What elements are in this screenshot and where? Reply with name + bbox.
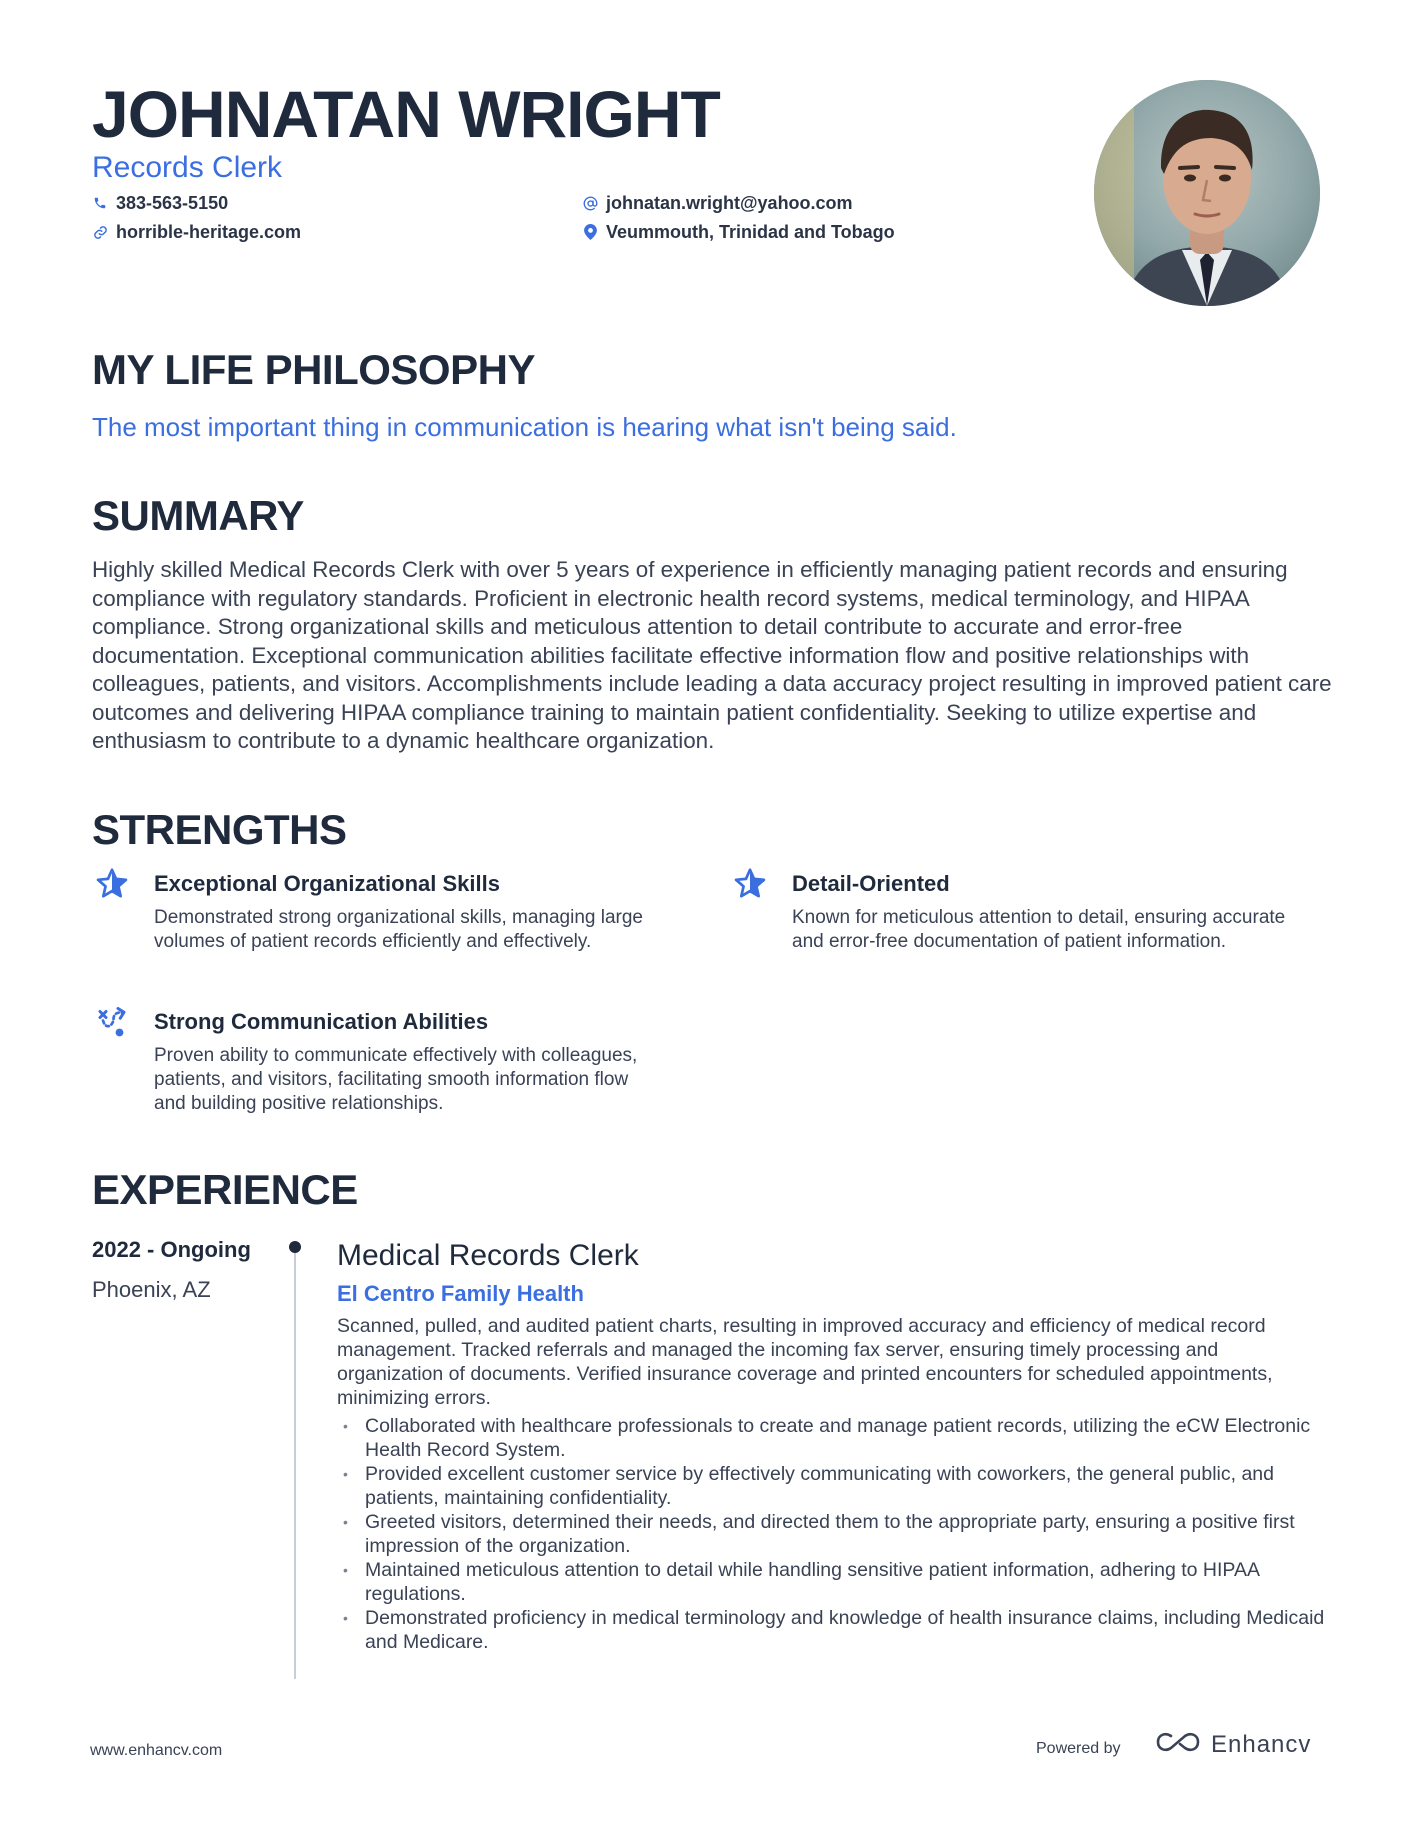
strength-title: Strong Communication Abilities (154, 1009, 489, 1034)
contact-location-text: Veummouth, Trinidad and Tobago (606, 222, 895, 242)
contact-website[interactable] (92, 221, 301, 243)
profile-photo (1094, 80, 1320, 306)
experience-bullet: • Provided excellent customer service by effectively communicating with coworkers, the general public, and patients, maintaining confidentiality. (337, 1462, 1327, 1510)
strength-description: Demonstrated strong organizational skills, managing large volumes of patient records efficiently and effectively. (154, 907, 643, 952)
contact-website-text: horrible-heritage.com (116, 222, 302, 242)
link-icon (92, 224, 108, 240)
philosophy-heading: MY LIFE PHILOSOPHY (92, 346, 535, 393)
experience-bullets (337, 1414, 1327, 1654)
location-pin-icon (582, 224, 598, 240)
experience-description: Scanned, pulled, and audited patient charts, resulting in improved accuracy and efficiency of medical record management. Tracked referrals and managed the incoming fax server, ensuring timely processing and organization of documents. Verified insurance coverage and printed encounters for scheduled appointments, minimizing errors. (337, 1315, 1273, 1409)
strength-description: Known for meticulous attention to detail, ensuring accurate and error-free documentation of patient information. (792, 907, 1286, 952)
experience-bullet: • Maintained meticulous attention to detail while handling sensitive patient information, adhering to HIPAA regulations. (337, 1558, 1327, 1606)
star-icon (732, 866, 768, 902)
experience-heading: EXPERIENCE (92, 1166, 358, 1213)
summary-heading: SUMMARY (92, 492, 304, 539)
enhancv-logo-icon (1155, 1730, 1201, 1759)
path-icon (94, 1004, 130, 1040)
phone-icon (92, 195, 108, 211)
candidate-role: Records Clerk (92, 151, 283, 184)
powered-by-label: Powered by (1036, 1740, 1121, 1757)
contact-phone (92, 192, 228, 214)
strength-title: Exceptional Organizational Skills (154, 871, 500, 896)
summary-text: Highly skilled Medical Records Clerk with over 5 years of experience in efficiently managing patient records and ensuring compliance with regulatory standards. Proficient in electronic health record systems, medical terminology, and HIPAA compliance. Strong organizational skills and meticulous attention to detail contribute to accurate and error-free documentation. Exceptional communication abilities facilitate effective information flow and positive relationships with colleagues, patients, and visitors. Accomplishments include leading a data accuracy project resulting in improved patient care outcomes and delivering HIPAA compliance training to maintain patient confidentiality. Seeking to utilize expertise and enthusiasm to contribute to a dynamic healthcare organization. (92, 557, 1332, 753)
experience-bullet: • Collaborated with healthcare professionals to create and manage patient records, utilizing the eCW Electronic Health Record System. (337, 1414, 1327, 1462)
contact-location (582, 221, 895, 243)
experience-bullet: • Greeted visitors, determined their needs, and directed them to the appropriate party, ensuring a positive first impression of the organization. (337, 1510, 1327, 1558)
enhancv-logo[interactable] (1155, 1730, 1311, 1759)
contact-email[interactable] (582, 192, 853, 214)
footer-url[interactable]: www.enhancv.com (90, 1742, 223, 1759)
timeline-line (294, 1253, 296, 1679)
at-sign-icon (582, 195, 598, 211)
candidate-name: JOHNATAN WRIGHT (92, 77, 720, 151)
timeline-dot (289, 1241, 301, 1253)
philosophy-quote: The most important thing in communication is hearing what isn't being said. (92, 412, 957, 442)
strength-title: Detail-Oriented (792, 871, 950, 896)
enhancv-brand-name: Enhancv (1211, 1730, 1312, 1758)
experience-location: Phoenix, AZ (92, 1277, 211, 1302)
strength-description: Proven ability to communicate effectively with colleagues, patients, and visitors, facilitating smooth information flow and building positive relationships. (154, 1045, 638, 1114)
experience-position: Medical Records Clerk (337, 1239, 639, 1272)
experience-company: El Centro Family Health (337, 1281, 584, 1306)
contact-email-text: johnatan.wright@yahoo.com (606, 193, 853, 213)
contact-phone-text: 383-563-5150 (116, 193, 229, 213)
strengths-heading: STRENGTHS (92, 806, 347, 853)
experience-bullet: • Demonstrated proficiency in medical terminology and knowledge of health insurance claims, including Medicaid and Medicare. (337, 1606, 1327, 1654)
experience-date: 2022 - Ongoing (92, 1237, 251, 1262)
star-icon (94, 866, 130, 902)
